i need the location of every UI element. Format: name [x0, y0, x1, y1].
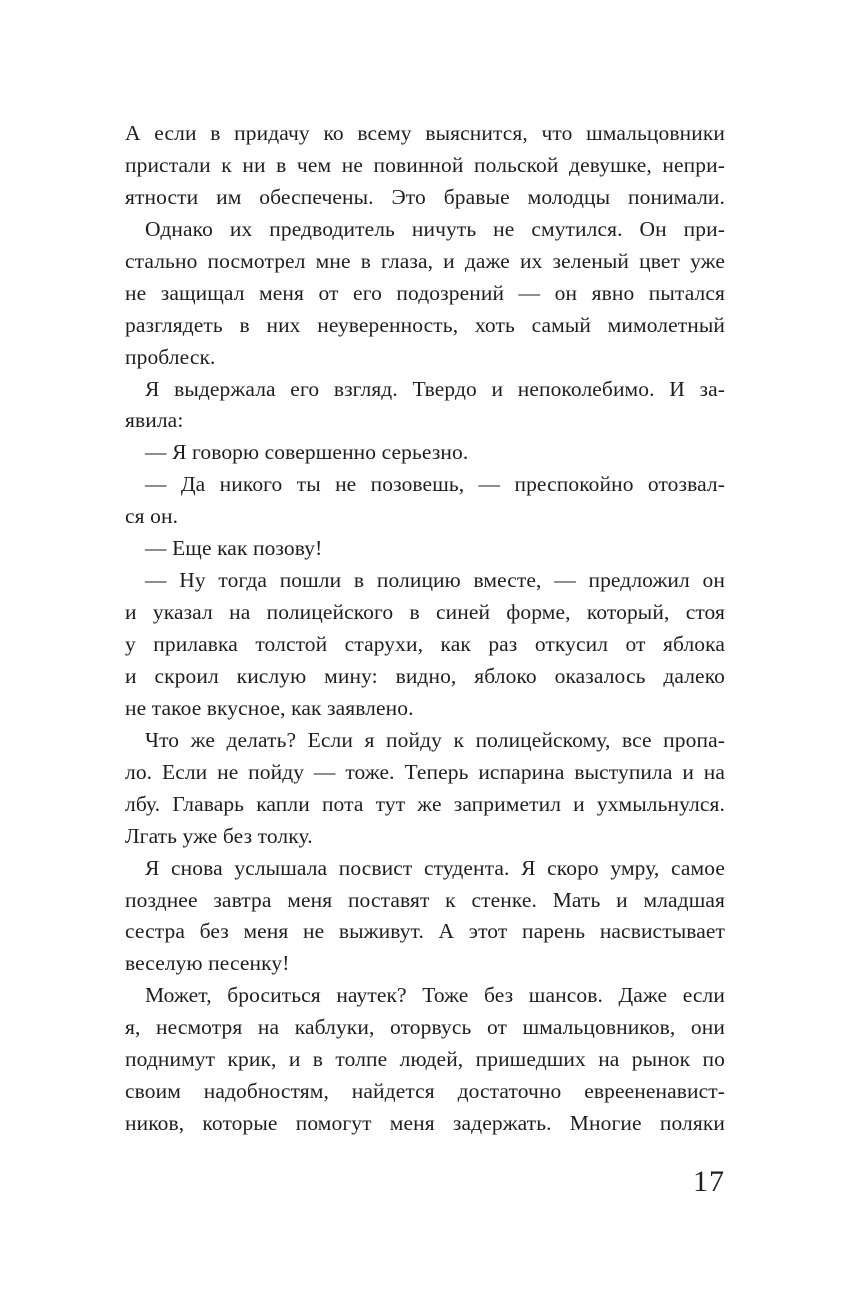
- paragraph: [125, 437, 725, 469]
- text-line: и скроил кислую мину: видно, яблоко оказалось далеко: [125, 663, 725, 688]
- paragraph: [125, 980, 725, 1140]
- text-line: лбу. Главарь капли пота тут же заприметил и ухмыльнулся.: [125, 791, 725, 816]
- text-line: я, несмотря на каблуки, оторвусь от шмальцовников, они: [125, 1015, 725, 1040]
- text-line: — Еще как позову!: [145, 536, 323, 561]
- paragraph: [125, 374, 725, 438]
- text-line: Однако их предводитель ничуть не смутился. Он при-: [145, 216, 725, 241]
- text-line: Я выдержала его взгляд. Твердо и непоколебимо. И за-: [145, 376, 725, 401]
- text-line: ятности им обеспечены. Это бравые молодцы понимали.: [125, 184, 725, 209]
- text-line: — Да никого ты не позовешь, — преспокойно отозвал-: [145, 472, 725, 497]
- text-line: Я снова услышала посвист студента. Я скоро умру, самое: [145, 855, 725, 880]
- text-line: у прилавка толстой старухи, как раз откусил от яблока: [125, 632, 725, 656]
- paragraph: [125, 214, 725, 374]
- text-line: Лгать уже без толку.: [125, 823, 313, 848]
- text-line: ло. Если не пойду — тоже. Теперь испарина выступила и на: [125, 759, 725, 784]
- page-text-block: [125, 118, 725, 1140]
- text-line: ников, которые помогут меня задержать. Многие поляки: [125, 1111, 725, 1136]
- text-line: пристали к ни в чем не повинной польской девушке, непри-: [125, 152, 725, 177]
- paragraph: [125, 565, 725, 725]
- text-line: стально посмотрел мне в глаза, и даже их зеленый цвет уже: [125, 248, 725, 273]
- paragraph: [125, 469, 725, 533]
- text-line: веселую песенку!: [125, 951, 290, 976]
- text-line: своим надобностям, найдется достаточно евреененавист-: [125, 1079, 725, 1104]
- paragraph: [125, 853, 725, 981]
- text-line: — Я говорю совершенно серьезно.: [145, 440, 469, 465]
- paragraph: [125, 118, 725, 214]
- text-line: позднее завтра меня поставят к стенке. Мать и младшая: [125, 887, 725, 912]
- text-line: Что же делать? Если я пойду к полицейскому, все пропа-: [145, 727, 725, 752]
- text-line: ся он.: [125, 504, 179, 529]
- paragraph: [125, 725, 725, 853]
- text-line: поднимут крик, и в толпе людей, пришедших на рынок по: [125, 1047, 725, 1072]
- text-line: не защищал меня от его подозрений — он явно пытался: [125, 280, 725, 305]
- text-line: не такое вкусное, как заявлено.: [125, 695, 414, 720]
- page-number: 17: [693, 1165, 725, 1198]
- text-line: Может, броситься наутек? Тоже без шансов. Даже если: [145, 983, 725, 1008]
- text-line: разглядеть в них неуверенность, хоть самый мимолетный: [125, 312, 725, 337]
- text-line: явила:: [125, 408, 184, 433]
- text-line: проблеск.: [125, 344, 216, 369]
- paragraph: [125, 533, 725, 565]
- text-line: сестра без меня не выживут. А этот парень насвистывает: [125, 919, 725, 944]
- text-line: А если в придачу ко всему выяснится, что шмальцовники: [125, 121, 725, 145]
- text-line: — Ну тогда пошли в полицию вместе, — предложил он: [145, 568, 725, 593]
- text-line: и указал на полицейского в синей форме, который, стоя: [125, 600, 725, 625]
